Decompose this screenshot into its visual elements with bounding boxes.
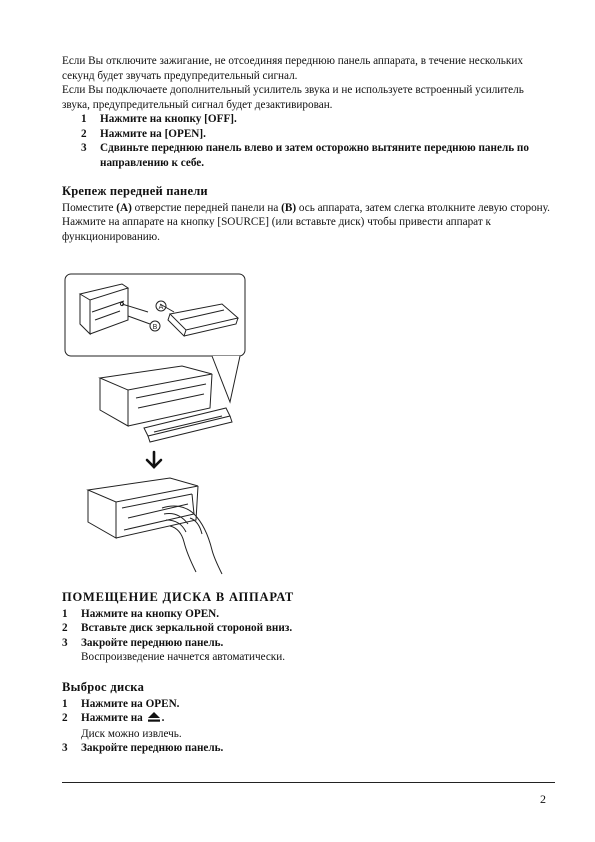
step-text: Сдвиньте переднюю панель влево и затем осторожно вытяните переднюю панель по направлению к себе.	[100, 142, 529, 169]
insert-disc-section	[62, 590, 552, 665]
label-a: (A)	[116, 201, 132, 214]
step-text: Нажмите на [OPEN].	[100, 127, 206, 140]
main-unit-drawing	[100, 366, 232, 442]
footer-divider	[62, 782, 555, 783]
step-number: 1	[62, 697, 68, 710]
step-number: 1	[62, 607, 68, 620]
step-note: Воспроизведение начнется автоматически.	[81, 651, 286, 663]
front-panel-illustration	[62, 268, 302, 578]
callout-b-label: B	[152, 324, 158, 331]
eject-disc-section	[62, 680, 552, 756]
step-number: 3	[62, 742, 68, 754]
list-item	[62, 711, 552, 727]
list-item	[62, 697, 552, 712]
step-number: 3	[62, 636, 68, 649]
label-b: (B)	[281, 201, 297, 214]
mount-heading: Крепеж передней панели	[62, 184, 208, 198]
insert-heading: ПОМЕЩЕНИЕ ДИСКА В АППАРАТ	[62, 590, 295, 604]
step-text-pre: Нажмите на	[81, 712, 143, 724]
step-text	[81, 711, 164, 727]
step-text: Закройте переднюю панель.	[81, 742, 224, 754]
arrow-down-icon	[147, 452, 161, 467]
step-text-post: .	[161, 712, 165, 724]
inset-frame	[65, 274, 245, 356]
page-content	[62, 54, 552, 244]
list-item	[81, 127, 552, 142]
mount-text-2: отверстие передней панели на	[131, 201, 282, 214]
detach-steps-list	[81, 112, 552, 170]
step-text: Нажмите на OPEN.	[81, 697, 180, 710]
step-text: Вставьте диск зеркальной стороной вниз.	[81, 622, 293, 634]
step-number: 3	[81, 142, 87, 154]
mount-paragraph	[62, 201, 552, 245]
callout-b	[128, 316, 160, 331]
step-number: 1	[81, 113, 87, 125]
step-number: 2	[62, 712, 68, 724]
step-text: Закройте переднюю панель.	[81, 636, 224, 649]
unit-with-hand-drawing	[88, 478, 198, 538]
list-item	[81, 112, 552, 127]
step-number: 2	[62, 622, 68, 634]
step-text: Нажмите на кнопку [OFF].	[100, 113, 237, 125]
eject-heading: Выброс диска	[62, 680, 145, 694]
hand-icon	[162, 506, 222, 574]
step-number: 2	[81, 127, 87, 140]
list-item	[62, 636, 552, 651]
step-note: Диск можно извлечь.	[81, 727, 182, 740]
intro-paragraph-1: Если Вы отключите зажигание, не отсоединяя переднюю панель аппарата, в течение нескольких секунд будет звучать предупредительный сигнал.	[62, 55, 523, 82]
eject-steps-list	[62, 697, 552, 756]
intro-paragraph-2: Если Вы подключаете дополнительный усилитель звука и не используете встроенный усилитель звука, предупредительный сигнал будет дезактивирован.	[62, 84, 524, 111]
list-item	[62, 650, 552, 665]
inset-detached-panel-drawing	[160, 304, 238, 336]
inset-unit-drawing	[80, 284, 148, 334]
list-item	[62, 621, 552, 636]
callout-a-label: A	[158, 304, 164, 311]
step-text: Нажмите на кнопку OPEN.	[81, 607, 220, 620]
eject-icon	[148, 712, 160, 727]
insert-steps-list	[62, 607, 552, 665]
mount-text-3: ось аппарата, затем слегка втолкните левую сторону. Нажмите на аппарате на кнопку [SOURCE] (или вставьте диск) чтобы привести аппарат к функционированию.	[62, 201, 550, 243]
mount-text-1: Поместите	[62, 201, 117, 214]
list-item	[62, 741, 552, 756]
list-item	[62, 727, 552, 742]
list-item	[62, 607, 552, 622]
list-item	[81, 141, 552, 170]
page-number: 2	[540, 792, 546, 806]
